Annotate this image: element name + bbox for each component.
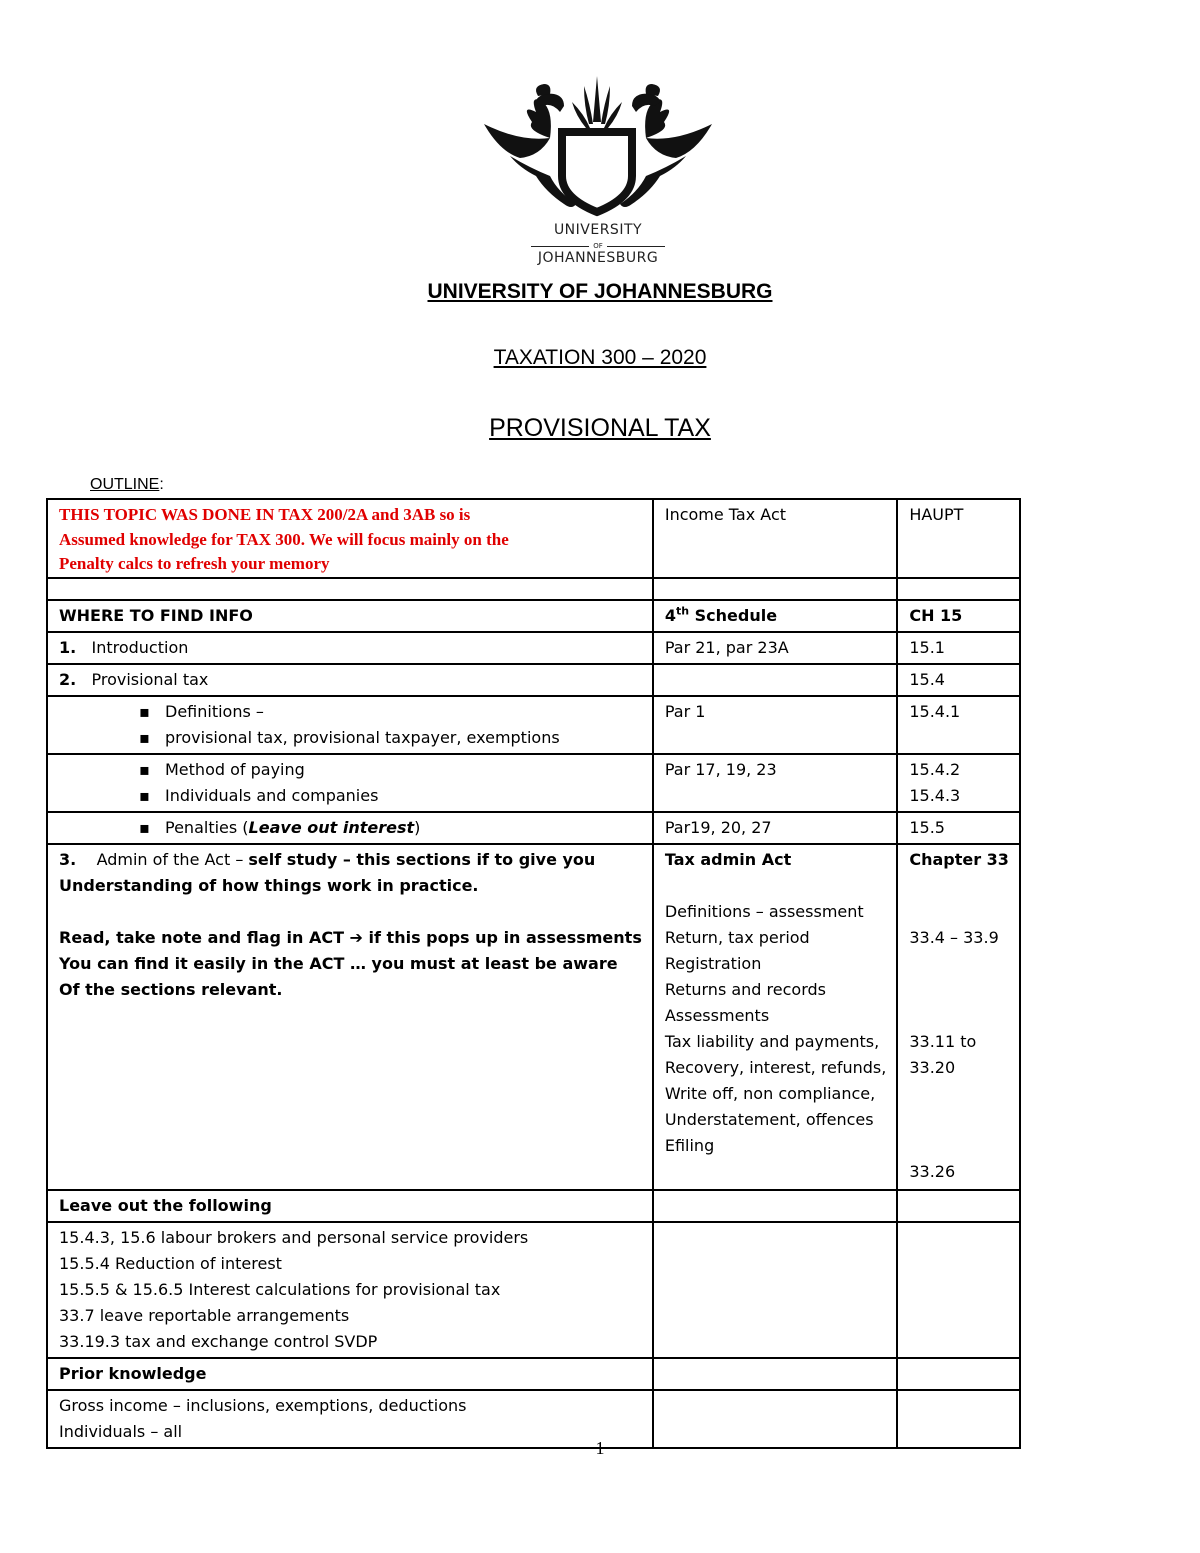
outline-colon: : bbox=[159, 476, 164, 493]
empty-cell bbox=[653, 1222, 897, 1358]
r5-label-cell bbox=[47, 812, 653, 844]
empty-cell bbox=[47, 578, 653, 600]
table-row bbox=[47, 632, 1020, 664]
list-item: 15.5.5 & 15.6.5 Interest calculations for provisional tax bbox=[59, 1279, 501, 1299]
university-logo bbox=[480, 72, 716, 272]
r3-b2: provisional tax, provisional taxpayer, exemptions bbox=[165, 727, 560, 747]
page-number: 1 bbox=[595, 1438, 605, 1458]
empty-cell bbox=[897, 1190, 1020, 1222]
table-row bbox=[47, 1358, 1020, 1390]
logo-line-of bbox=[480, 242, 716, 250]
empty-cell bbox=[897, 578, 1020, 600]
r3-b1: Definitions – bbox=[165, 701, 264, 721]
r4-haupt1: 15.4.2 bbox=[909, 759, 961, 779]
r6-line4: You can find it easily in the ACT … you must at least be aware bbox=[59, 953, 618, 973]
spacer bbox=[665, 873, 886, 899]
note-line: THIS TOPIC WAS DONE IN TAX 200/2A and 3AB so is bbox=[59, 505, 471, 524]
r2-ref bbox=[653, 664, 897, 696]
r1-num: 1. bbox=[59, 637, 77, 657]
topic-heading: PROVISIONAL TAX bbox=[489, 414, 711, 442]
r4-ref: Par 17, 19, 23 bbox=[653, 754, 897, 812]
logo-of-text: OF bbox=[593, 242, 603, 250]
r6-title-pre: Admin of the Act – bbox=[96, 849, 249, 869]
empty-cell bbox=[897, 1358, 1020, 1390]
bullet-item bbox=[59, 815, 642, 841]
prior-label: Prior knowledge bbox=[47, 1358, 653, 1390]
list-item: Return, tax period bbox=[664, 927, 810, 947]
admin-col2 bbox=[653, 844, 897, 1190]
r6-col3-head: Chapter 33 bbox=[909, 849, 1009, 869]
r4-b1: Method of paying bbox=[165, 759, 305, 779]
bullet-item bbox=[59, 783, 642, 809]
where-col2 bbox=[653, 600, 897, 632]
r6-line3 bbox=[59, 925, 642, 951]
r6-col3-a: 33.4 – 33.9 bbox=[909, 927, 999, 947]
head-col2-text: Income Tax Act bbox=[664, 505, 787, 524]
list-item: Registration bbox=[664, 953, 762, 973]
outline-table bbox=[46, 498, 1021, 1449]
table-row bbox=[47, 664, 1020, 696]
r1-label-cell bbox=[47, 632, 653, 664]
table-row bbox=[47, 844, 1020, 1190]
r6-title-bold: self study – this sections if to give you bbox=[248, 849, 596, 869]
r3-haupt: 15.4.1 bbox=[897, 696, 1020, 754]
r5-haupt: 15.5 bbox=[897, 812, 1020, 844]
bullet-item bbox=[59, 725, 642, 751]
spacer bbox=[59, 899, 642, 925]
where-col2-sup: th bbox=[675, 604, 690, 618]
list-item: Returns and records bbox=[664, 979, 826, 999]
admin-col3 bbox=[897, 844, 1020, 1190]
r4-b2: Individuals and companies bbox=[165, 785, 379, 805]
empty-cell bbox=[897, 1222, 1020, 1358]
outline-label bbox=[90, 476, 164, 494]
arrow-icon: ➔ bbox=[349, 927, 363, 947]
note-line: Assumed knowledge for TAX 300. We will focus mainly on the bbox=[59, 529, 509, 549]
spacer bbox=[909, 1081, 1009, 1159]
empty-cell bbox=[653, 1358, 897, 1390]
logo-line-university: UNIVERSITY bbox=[553, 222, 643, 238]
spacer bbox=[909, 951, 1009, 1029]
university-heading: UNIVERSITY OF JOHANNESBURG bbox=[427, 280, 773, 303]
course-heading: TAXATION 300 – 2020 bbox=[493, 346, 707, 369]
list-item: Efiling bbox=[664, 1135, 715, 1155]
table-row bbox=[47, 812, 1020, 844]
empty-cell bbox=[653, 1190, 897, 1222]
crest-icon bbox=[480, 72, 716, 222]
note-cell bbox=[47, 499, 653, 578]
r6-num: 3. bbox=[59, 849, 77, 869]
list-item: Definitions – assessment bbox=[664, 901, 864, 921]
r6-col3-c: 33.20 bbox=[909, 1057, 956, 1077]
table-row bbox=[47, 578, 1020, 600]
leave-items-cell bbox=[47, 1222, 653, 1358]
table-row bbox=[47, 600, 1020, 632]
r3-label-cell bbox=[47, 696, 653, 754]
head-col3-text: HAUPT bbox=[909, 505, 964, 524]
r6-col3-d: 33.26 bbox=[909, 1161, 956, 1181]
r2-num: 2. bbox=[59, 669, 77, 689]
list-item: Recovery, interest, refunds, bbox=[664, 1057, 887, 1077]
r2-label-cell bbox=[47, 664, 653, 696]
table-row bbox=[47, 1222, 1020, 1358]
list-item: Individuals – all bbox=[59, 1421, 183, 1441]
r5-b1 bbox=[119, 818, 420, 837]
r5-ref: Par19, 20, 27 bbox=[653, 812, 897, 844]
table-row bbox=[47, 499, 1020, 578]
table-row bbox=[47, 1190, 1020, 1222]
admin-cell bbox=[47, 844, 653, 1190]
spacer bbox=[909, 873, 1009, 925]
r1-ref: Par 21, par 23A bbox=[653, 632, 897, 664]
r6-line2: Understanding of how things work in practice. bbox=[59, 875, 479, 895]
r4-haupt2: 15.4.3 bbox=[909, 785, 961, 805]
where-col2-rest: Schedule bbox=[689, 605, 778, 625]
head-col2 bbox=[653, 499, 897, 578]
r6-col3-b: 33.11 to bbox=[909, 1031, 977, 1051]
r3-ref: Par 1 bbox=[653, 696, 897, 754]
bullet-item bbox=[59, 757, 642, 783]
list-item: 15.4.3, 15.6 labour brokers and personal service providers bbox=[59, 1227, 529, 1247]
r2-label: Provisional tax bbox=[91, 669, 209, 689]
table-row bbox=[47, 696, 1020, 754]
r5-b1-pre: Penalties ( bbox=[165, 817, 249, 837]
r1-haupt: 15.1 bbox=[897, 632, 1020, 664]
note-line: Penalty calcs to refresh your memory bbox=[59, 554, 330, 573]
where-label: WHERE TO FIND INFO bbox=[47, 600, 653, 632]
where-col3: CH 15 bbox=[897, 600, 1020, 632]
r4-label-cell bbox=[47, 754, 653, 812]
r6-line3-post: if this pops up in assessments bbox=[362, 927, 642, 947]
list-item: Gross income – inclusions, exemptions, deductions bbox=[59, 1395, 467, 1415]
list-item: Assessments bbox=[664, 1005, 770, 1025]
where-col2-num: 4 bbox=[664, 605, 676, 625]
empty-cell bbox=[653, 578, 897, 600]
r6-line5: Of the sections relevant. bbox=[59, 979, 283, 999]
r1-label: Introduction bbox=[91, 637, 189, 657]
admin-title bbox=[59, 847, 642, 873]
list-item: Tax liability and payments, bbox=[664, 1031, 880, 1051]
r5-b1-post: ) bbox=[414, 817, 421, 837]
bullet-item bbox=[59, 699, 642, 725]
list-item: Write off, non compliance, bbox=[664, 1083, 876, 1103]
r6-line3-pre: Read, take note and flag in ACT bbox=[59, 927, 350, 947]
table-row bbox=[47, 754, 1020, 812]
leave-label: Leave out the following bbox=[47, 1190, 653, 1222]
spacer bbox=[665, 1159, 886, 1185]
r6-col2-head: Tax admin Act bbox=[664, 849, 792, 869]
r2-haupt: 15.4 bbox=[897, 664, 1020, 696]
list-item: Understatement, offences bbox=[664, 1109, 874, 1129]
outline-label-text: OUTLINE bbox=[90, 476, 160, 493]
logo-line-johannesburg: JOHANNESBURG bbox=[537, 250, 659, 266]
list-item: 33.7 leave reportable arrangements bbox=[59, 1305, 350, 1325]
r4-haupt-cell bbox=[897, 754, 1020, 812]
list-item: 15.5.4 Reduction of interest bbox=[59, 1253, 282, 1273]
head-col3 bbox=[897, 499, 1020, 578]
list-item: 33.19.3 tax and exchange control SVDP bbox=[59, 1331, 378, 1351]
r5-b1-italic: Leave out interest bbox=[248, 817, 415, 837]
